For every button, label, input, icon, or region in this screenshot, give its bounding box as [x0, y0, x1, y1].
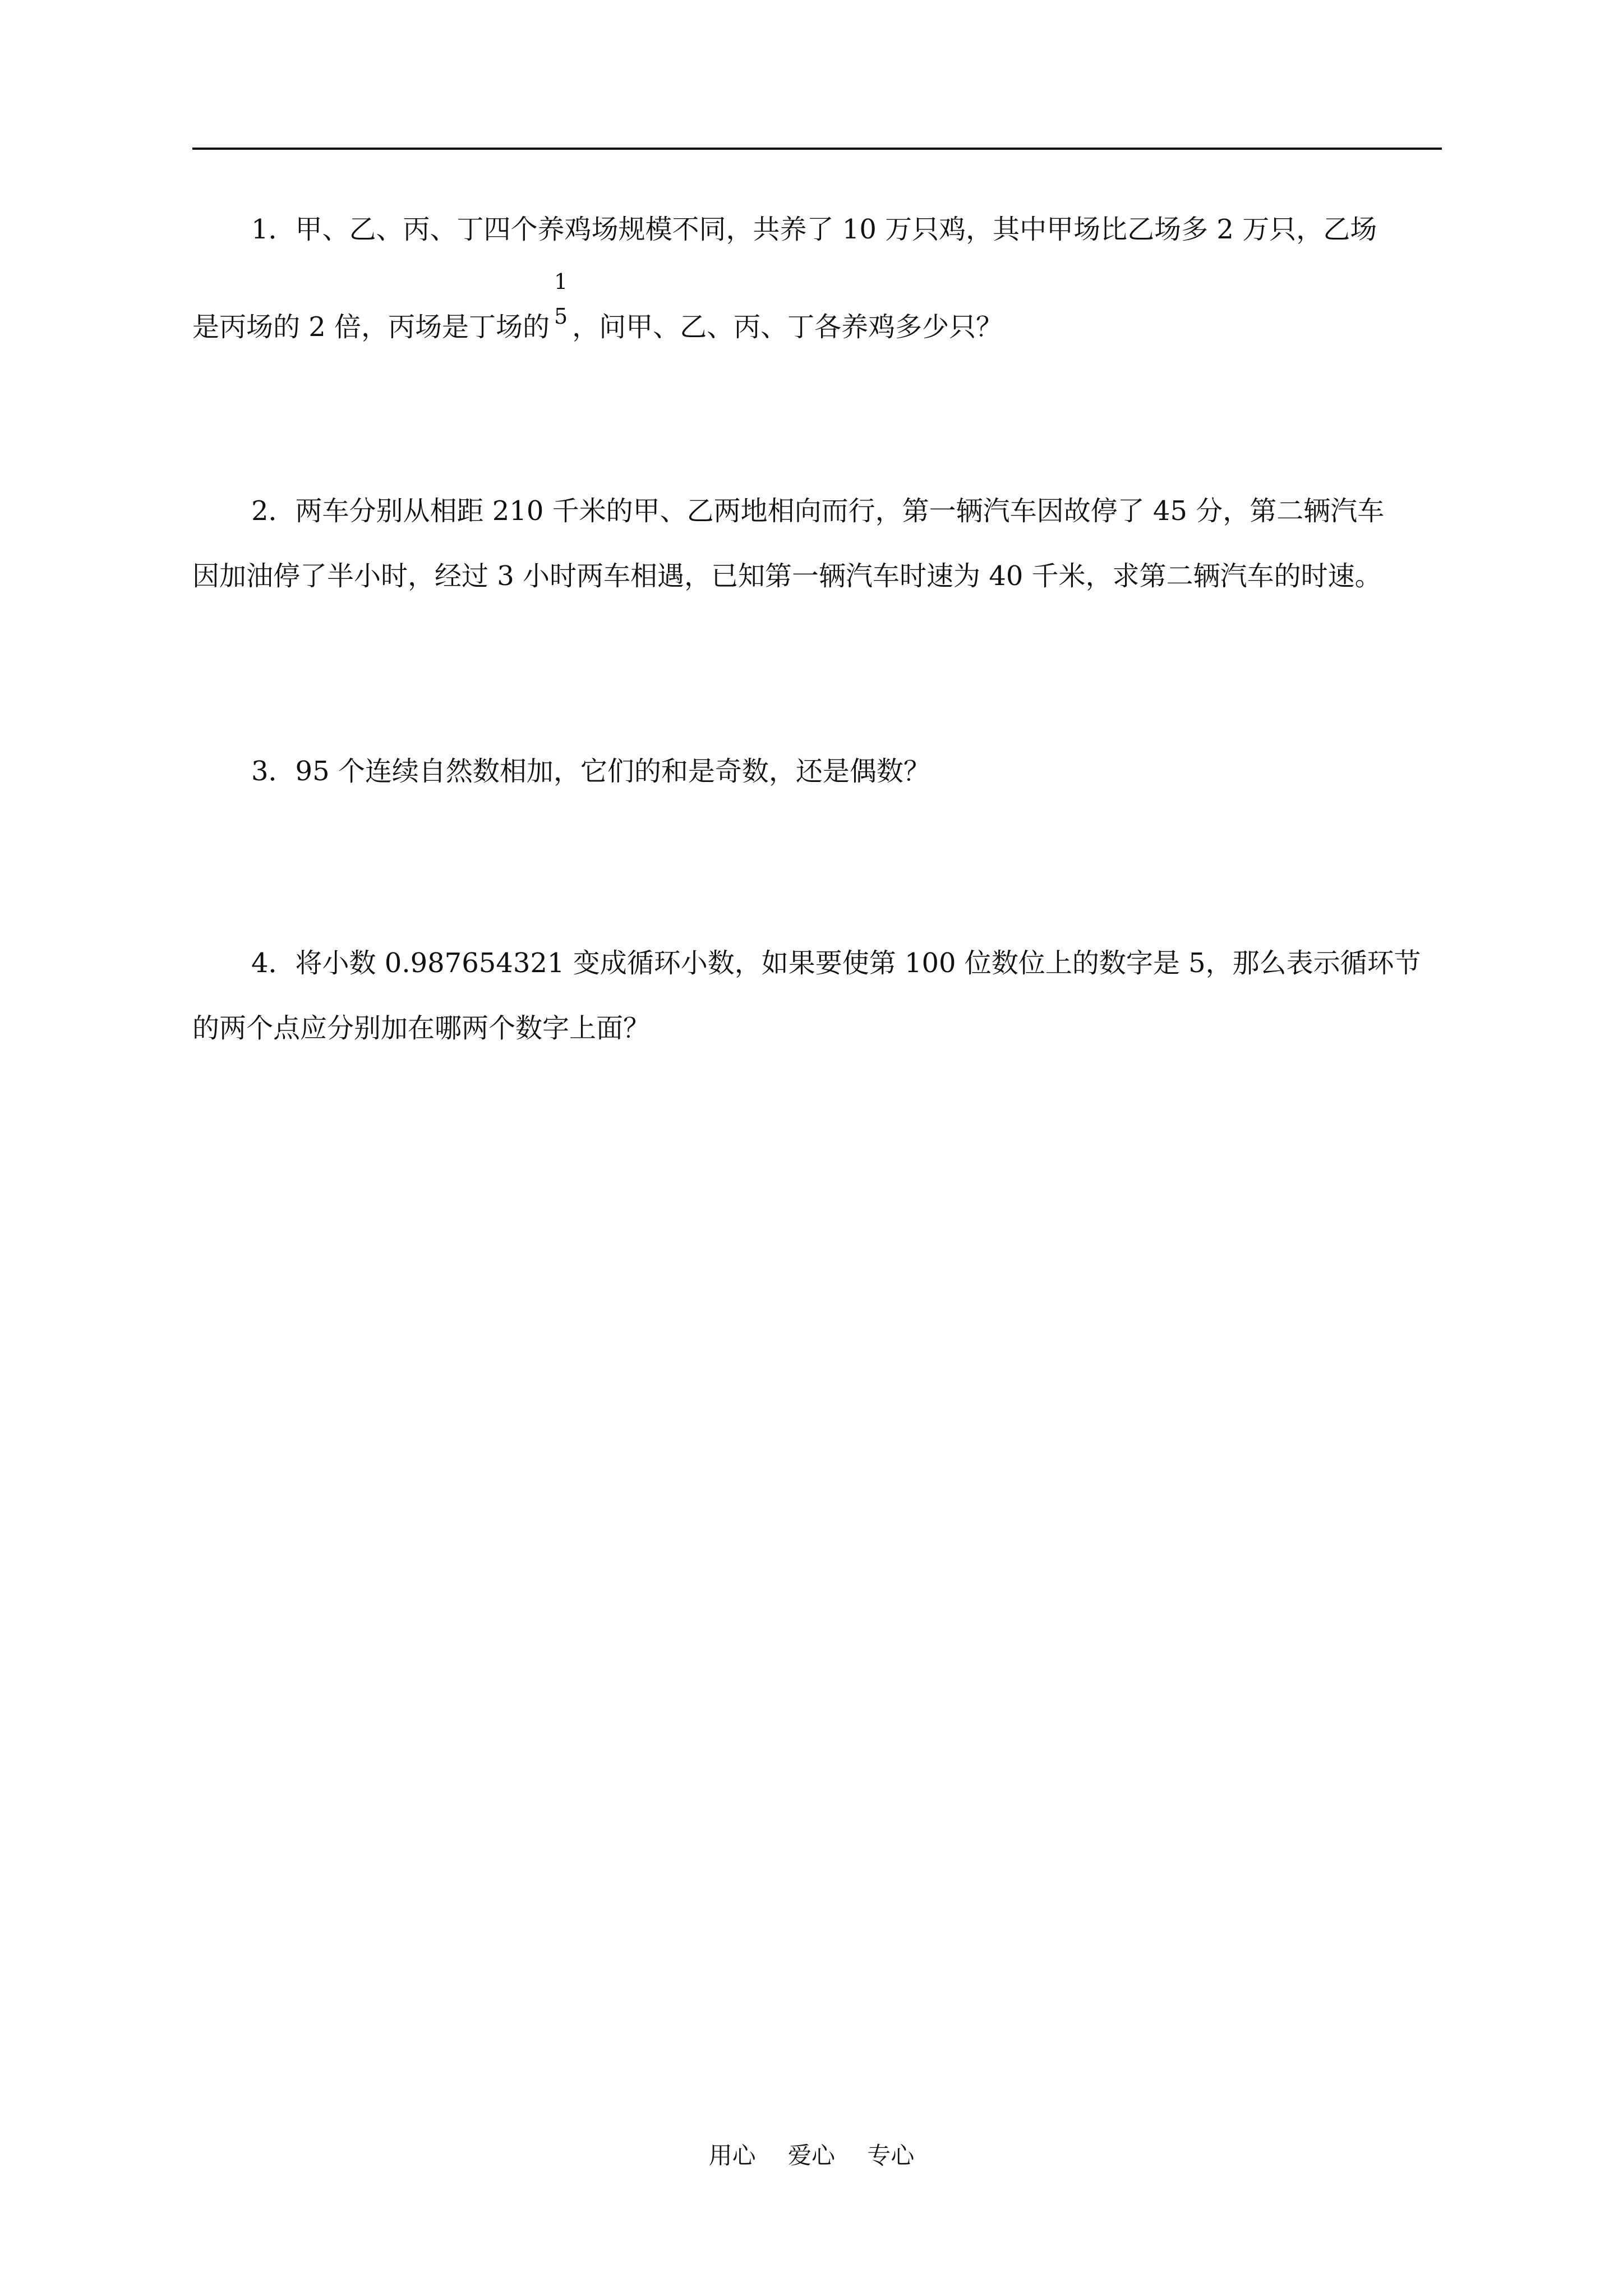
problem-3-line-1: 3．95 个连续自然数相加，它们的和是奇数，还是偶数？ [251, 756, 930, 787]
problem-4-line-1: 4．将小数 0.987654321 变成循环小数，如果要使第 100 位数位上的数字是 5，那么表示循环节 [251, 947, 1421, 979]
problem-1-line-2-after: ，问甲、乙、丙、丁各养鸡多少只？ [572, 311, 1003, 343]
footer-word-3: 专心 [867, 2142, 915, 2169]
fraction-one-fifth [550, 269, 572, 341]
fraction-numerator: 1 [554, 269, 568, 294]
footer-word-2: 爱心 [787, 2142, 835, 2169]
header-rule [192, 148, 1442, 150]
problem-1-line-2-before: 是丙场的 2 倍，丙场是丁场的 [192, 311, 550, 343]
page-footer [0, 2144, 1623, 2168]
problem-1-line-1: 1．甲、乙、丙、丁四个养鸡场规模不同，共养了 10 万只鸡，其中甲场比乙场多 2 万只，乙场 [251, 214, 1377, 245]
problem-1-line-2 [192, 269, 1003, 343]
problem-2-line-1: 2．两车分别从相距 210 千米的甲、乙两地相向而行，第一辆汽车因故停了 45 分，第二辆汽车 [251, 495, 1385, 527]
problem-2-line-2: 因加油停了半小时，经过 3 小时两车相遇，已知第一辆汽车时速为 40 千米，求第二辆汽车的时速。 [192, 560, 1382, 592]
fraction-denominator: 5 [554, 304, 568, 329]
problem-4-line-2: 的两个点应分别加在哪两个数字上面？ [192, 1013, 651, 1044]
footer-word-1: 用心 [708, 2142, 756, 2169]
